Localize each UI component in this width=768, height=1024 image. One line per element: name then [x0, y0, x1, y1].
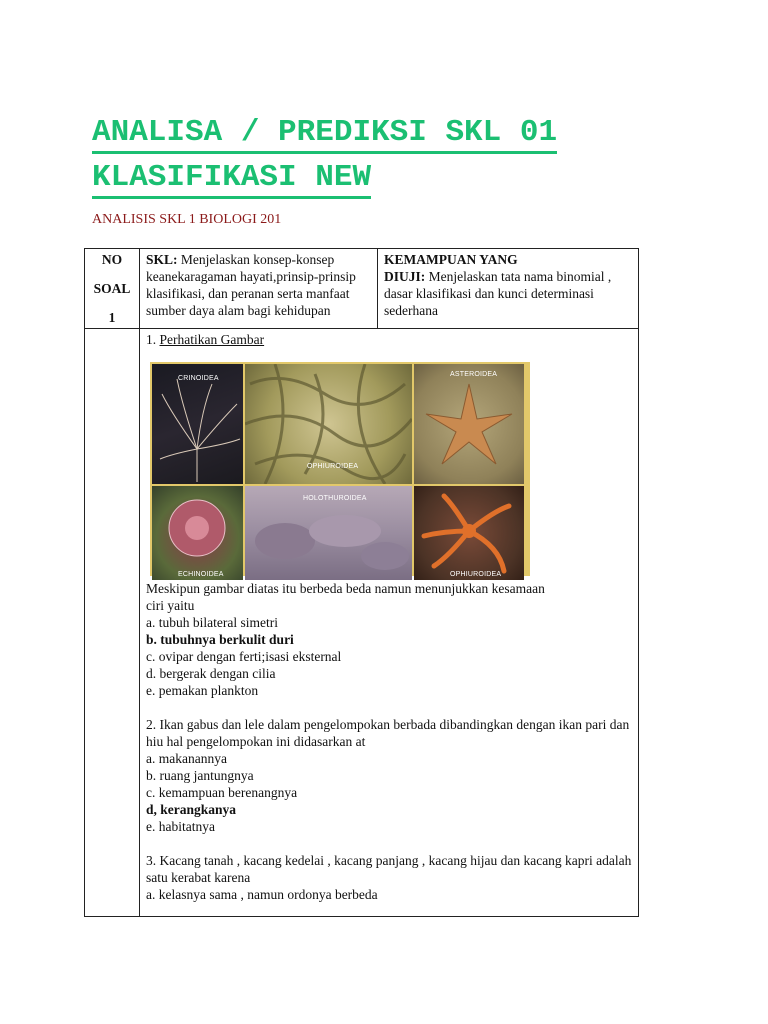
q1-option-d: d. bergerak dengan cilia: [146, 666, 276, 681]
echinoderm-figure: [150, 362, 530, 576]
q2-option-b: b. ruang jantungnya: [146, 768, 254, 783]
kemampuan-label: KEMAMPUAN YANG: [384, 252, 518, 267]
echinoidea-image: [152, 486, 243, 580]
title-line-1: ANALISA / PREDIKSI SKL 01: [92, 116, 557, 154]
q1-prompt: Perhatikan Gambar: [159, 332, 265, 347]
empty-number-cell: [85, 329, 140, 917]
q3-option-a: a. kelasnya sama , namun ordonya berbeda: [146, 887, 378, 902]
ophiuroidea-top-image: [245, 364, 412, 484]
ophiuroidea-bottom-label: OPHIUROIDEA: [450, 571, 502, 578]
q1-number: 1.: [146, 332, 160, 347]
kemampuan-text: Menjelaskan tata nama binomial , dasar klasifikasi dan kunci determinasi sederhana: [384, 269, 612, 318]
holothuroidea-image: [245, 486, 412, 580]
no-label: NO: [101, 252, 123, 267]
q1-option-c: c. ovipar dengan ferti;isasi eksternal: [146, 649, 342, 664]
q2-option-a: a. makanannya: [146, 751, 227, 766]
questions-cell: [140, 329, 639, 917]
title-line-2: KLASIFIKASI NEW: [92, 161, 371, 199]
q1-header: [146, 331, 632, 348]
ophiuroidea-bottom-image: [414, 486, 524, 580]
crinoidea-label: CRINOIDEA: [178, 375, 219, 382]
document-title: [92, 113, 557, 203]
crinoidea-image: [152, 364, 243, 484]
ophiuroidea-top-label: OPHIUROIDEA: [307, 463, 359, 470]
skl-label: SKL:: [146, 252, 178, 267]
soal-number: 1: [108, 310, 116, 325]
asteroidea-image: [414, 364, 524, 484]
kemampuan-cell: [378, 249, 639, 329]
questions-row: [85, 329, 639, 917]
q1-stem: Meskipun gambar diatas itu berbeda beda namun menunjukkan kesamaan ciri yaitu: [146, 581, 545, 613]
q2-option-e: e. habitatnya: [146, 819, 215, 834]
q3-stem: 3. Kacang tanah , kacang kedelai , kacang panjang , kacang hijau dan kacang kapri adalah satu kerabat karena: [146, 853, 632, 885]
question-table: [84, 248, 639, 917]
skl-text: Menjelaskan konsep-konsep keanekaragaman hayati,prinsip-prinsip klasifikasi, dan peranan serta manfaat sumber daya alam bagi kehidupan: [146, 252, 356, 318]
holothuroidea-label: HOLOTHUROIDEA: [303, 495, 367, 502]
soal-label: SOAL: [93, 281, 131, 296]
soal-number-cell: [85, 249, 140, 329]
q1-option-b: b. tubuhnya berkulit duri: [146, 632, 294, 647]
header-row: [85, 249, 639, 329]
skl-cell: [140, 249, 378, 329]
asteroidea-label: ASTEROIDEA: [450, 371, 498, 378]
q1-option-a: a. tubuh bilateral simetri: [146, 615, 278, 630]
q2-option-d: d, kerangkanya: [146, 802, 237, 817]
q1-option-e: e. pemakan plankton: [146, 683, 259, 698]
q2-option-c: c. kemampuan berenangnya: [146, 785, 298, 800]
echinoidea-label: ECHINOIDEA: [178, 571, 224, 578]
document-subtitle: ANALISIS SKL 1 BIOLOGI 201: [92, 212, 282, 227]
diuji-label: DIUJI:: [384, 269, 426, 284]
q2-stem: 2. Ikan gabus dan lele dalam pengelompokan berbada dibandingkan dengan ikan pari dan hiu hal pengelompokan ini didasarkan at: [146, 717, 630, 749]
